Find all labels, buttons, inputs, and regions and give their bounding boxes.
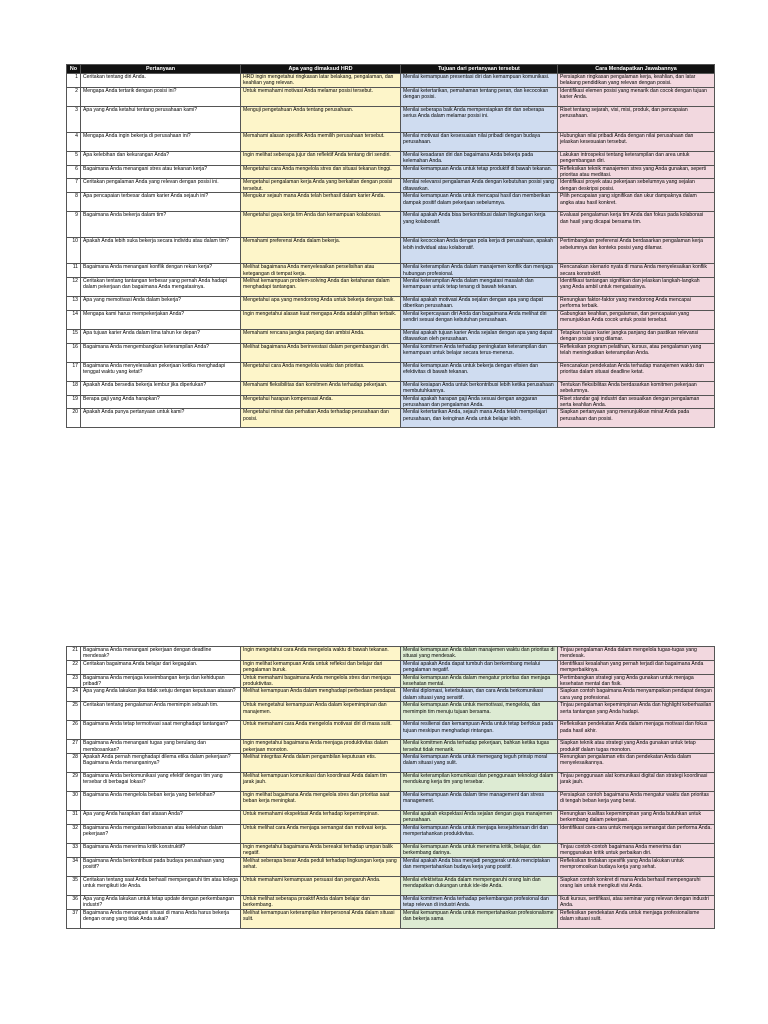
table-row	[67, 238, 715, 264]
question-cell: Bagaimana Anda menjaga keseimbangan kerja dan kehidupan pribadi?	[81, 674, 241, 688]
table-row	[67, 212, 715, 238]
table-row	[67, 74, 715, 88]
table-row	[67, 740, 715, 754]
hrd-meaning-cell: Melihat seberapa besar Anda peduli terhadap lingkungan kerja yang sehat.	[241, 857, 401, 876]
table-row	[67, 132, 715, 151]
hrd-meaning-cell: Memahami rencana jangka panjang dan ambisi Anda.	[241, 329, 401, 343]
question-cell: Bagaimana Anda berkontribusi pada budaya perusahaan yang positif?	[81, 857, 241, 876]
table-row	[67, 395, 715, 409]
hrd-meaning-cell: Untuk memahami bagaimana Anda mengelola stres dan menjaga produktivitas.	[241, 674, 401, 688]
question-cell: Mengapa Anda tertarik dengan posisi ini?	[81, 87, 241, 106]
row-number: 12	[67, 278, 81, 297]
answer-method-cell: Rencanakan skenario nyata di mana Anda menyelesaikan konflik secara konstruktif.	[558, 264, 715, 278]
hrd-meaning-cell: Mengetahui minat dan perhatian Anda terhadap perusahaan dan posisi.	[241, 409, 401, 428]
row-number: 8	[67, 193, 81, 212]
hrd-meaning-cell: Melihat kemampuan problem-solving Anda dan ketahanan dalam menghadapi tantangan.	[241, 278, 401, 297]
row-number: 13	[67, 297, 81, 311]
purpose-cell: Menilai kemampuan Anda untuk tetap produktif di bawah tekanan.	[401, 165, 558, 179]
answer-method-cell: Riset standar gaji industri dan sesuaikan dengan pengalaman serta keahlian Anda.	[558, 395, 715, 409]
hrd-meaning-cell: Mengetahui cara Anda mengelola stres dan situasi tekanan tinggi.	[241, 165, 401, 179]
purpose-cell: Menilai apakah Anda dapat tumbuh dan berkembang melalui pengalaman negatif.	[401, 660, 558, 674]
answer-method-cell: Siapkan pertanyaan yang menunjukkan minat Anda pada perusahaan dan posisi.	[558, 409, 715, 428]
row-number: 34	[67, 857, 81, 876]
answer-method-cell: Tinjau pengalaman kepemimpinan Anda dan highlight keberhasilan serta tantangan yang Anda hadapi.	[558, 702, 715, 721]
purpose-cell: Menilai apakah harapan gaji Anda sesuai dengan anggaran perusahaan dan pengalaman Anda.	[401, 395, 558, 409]
hrd-meaning-cell: Ingin melihat seberapa jujur dan reflektif Anda tentang diri sendiri.	[241, 151, 401, 165]
answer-method-cell: Renungkan pengalaman etis dan pendekatan Anda dalam menyelesaikannya.	[558, 754, 715, 773]
purpose-cell: Menilai apakah Anda bisa menjadi penggerak untuk menciptakan dan mempertahankan budaya kerja yang positif.	[401, 857, 558, 876]
question-cell: Apa yang Anda lakukan jika tidak setuju dengan keputusan atasan?	[81, 688, 241, 702]
answer-method-cell: Persiapkan ringkasan pengalaman kerja, keahlian, dan latar belakang pendidikan yang relevan dengan posisi.	[558, 74, 715, 88]
row-number: 11	[67, 264, 81, 278]
table-row	[67, 792, 715, 811]
hrd-meaning-cell: Ingin mengetahui cara Anda mengelola waktu di bawah tekanan.	[241, 647, 401, 661]
answer-method-cell: Identifikasi proyek atau pekerjaan sebelumnya yang sejalan dengan deskripsi posisi.	[558, 179, 715, 193]
question-cell: Apa yang Anda harapkan dari atasan Anda?	[81, 811, 241, 825]
purpose-cell: Menilai kemampuan Anda untuk mencapai hasil dan memberikan dampak positif dalam pekerjaan sebelumnya.	[401, 193, 558, 212]
purpose-cell: Menilai kemampuan Anda dalam mengatur prioritas dan menjaga kesehatan mental.	[401, 674, 558, 688]
question-cell: Bagaimana Anda menangani stres atau tekanan kerja?	[81, 165, 241, 179]
question-cell: Bagaimana Anda menyelesaikan pekerjaan ketika menghadapi tenggat waktu yang ketat?	[81, 362, 241, 381]
purpose-cell: Menilai kecocokan Anda dengan pola kerja di perusahaan, apakah lebih individual atau kolaboratif.	[401, 238, 558, 264]
answer-method-cell: Identifikasi kesalahan yang pernah terjadi dan bagaimana Anda memperbaikinya.	[558, 660, 715, 674]
answer-method-cell: Refleksikan tindakan spesifik yang Anda lakukan untuk mempromosikan budaya kerja yang sehat.	[558, 857, 715, 876]
row-number: 9	[67, 212, 81, 238]
table-body-part-1	[67, 74, 715, 428]
answer-method-cell: Siapkan teknik atau strategi yang Anda gunakan untuk tetap produktif dalam tugas monoton.	[558, 740, 715, 754]
row-number: 23	[67, 674, 81, 688]
table-row	[67, 721, 715, 740]
hrd-meaning-cell: Menguji pengetahuan Anda tentang perusahaan.	[241, 106, 401, 132]
answer-method-cell: Identifikasi elemen posisi yang menarik dan cocok dengan tujuan karier Anda.	[558, 87, 715, 106]
purpose-cell: Menilai kesiapan Anda untuk berkontribusi lebih ketika perusahaan membutuhkannya.	[401, 381, 558, 395]
interview-table-part-1	[66, 64, 715, 428]
answer-method-cell: Identifikasi tantangan signifikan dan jelaskan langkah-langkah yang Anda ambil untuk mengatasinya.	[558, 278, 715, 297]
answer-method-cell: Refleksikan pendekatan Anda dalam menjaga motivasi dan fokus pada hasil akhir.	[558, 721, 715, 740]
table-row	[67, 165, 715, 179]
answer-method-cell: Ikuti kursus, sertifikasi, atau seminar yang relevan dengan industri Anda.	[558, 895, 715, 909]
row-number: 15	[67, 329, 81, 343]
answer-method-cell: Tentukan fleksibilitas Anda berdasarkan komitmen pekerjaan sebelumnya.	[558, 381, 715, 395]
question-cell: Apa yang Anda lakukan untuk tetap update dengan perkembangan industri?	[81, 895, 241, 909]
purpose-cell: Menilai relevansi pengalaman Anda dengan kebutuhan posisi yang ditawarkan.	[401, 179, 558, 193]
row-number: 2	[67, 87, 81, 106]
row-number: 16	[67, 343, 81, 362]
row-number: 30	[67, 792, 81, 811]
answer-method-cell: Pertimbangkan preferensi Anda berdasarkan pengalaman kerja sebelumnya dan konteks posisi yang dilamar.	[558, 238, 715, 264]
answer-method-cell: Gabungkan keahlian, pengalaman, dan pencapaian yang menunjukkan Anda cocok untuk posisi tersebut.	[558, 310, 715, 329]
row-number: 17	[67, 362, 81, 381]
hrd-meaning-cell: Mengukur sejauh mana Anda telah berhasil dalam karier Anda.	[241, 193, 401, 212]
purpose-cell: Menilai kemampuan Anda untuk menerima kritik, belajar, dan berkembang darinya.	[401, 843, 558, 857]
row-number: 26	[67, 721, 81, 740]
question-cell: Apakah Anda bersedia bekerja lembur jika diperlukan?	[81, 381, 241, 395]
row-number: 27	[67, 740, 81, 754]
purpose-cell: Menilai kepercayaan diri Anda dan bagaimana Anda melihat diri sendiri sesuai dengan kebutuhan perusahaan.	[401, 310, 558, 329]
hrd-meaning-cell: Untuk mengetahui kemampuan Anda dalam kepemimpinan dan manajemen.	[241, 702, 401, 721]
answer-method-cell: Tinjau contoh-contoh bagaimana Anda menerima dan menggunakan kritik untuk perbaikan diri.	[558, 843, 715, 857]
table-row	[67, 857, 715, 876]
purpose-cell: Menilai kemampuan Anda untuk bekerja dengan efisien dan efektivitas di bawah tekanan.	[401, 362, 558, 381]
hrd-meaning-cell: Untuk melihat cara Anda menjaga semangat dan motivasi kerja.	[241, 824, 401, 843]
question-cell: Bagaimana Anda mengatasi kebosanan atau kelelahan dalam pekerjaan?	[81, 824, 241, 843]
row-number: 1	[67, 74, 81, 88]
purpose-cell: Menilai kemampuan Anda untuk memotivasi, mengelola, dan memimpin tim menuju tujuan bersama.	[401, 702, 558, 721]
row-number: 29	[67, 773, 81, 792]
purpose-cell: Menilai diplomasi, keterbukaan, dan cara Anda berkomunikasi dalam situasi yang sensitif.	[401, 688, 558, 702]
table-row	[67, 702, 715, 721]
question-cell: Bagaimana Anda berkomunikasi yang efektif dengan tim yang tersebar di berbagai lokasi?	[81, 773, 241, 792]
purpose-cell: Menilai motivasi dan kesesuaian nilai pribadi dengan budaya perusahaan.	[401, 132, 558, 151]
table-row	[67, 895, 715, 909]
hrd-meaning-cell: Melihat kemampuan keterampilan interpersonal Anda dalam situasi sulit.	[241, 909, 401, 928]
question-cell: Apakah Anda punya pertanyaan untuk kami?	[81, 409, 241, 428]
row-number: 37	[67, 909, 81, 928]
header-no: No	[67, 65, 81, 74]
hrd-meaning-cell: Melihat integritas Anda dalam pengambilan keputusan etis.	[241, 754, 401, 773]
table-row	[67, 876, 715, 895]
question-cell: Ceritakan tentang tantangan terbesar yang pernah Anda hadapi dalam pekerjaan dan bagaimana Anda mengatasinya.	[81, 278, 241, 297]
purpose-cell: Menilai keterampilan komunikasi dan penggunaan teknologi dalam mendukung kerja tim yang tersebar.	[401, 773, 558, 792]
purpose-cell: Menilai efektivitas Anda dalam mempengaruhi orang lain dan mendapatkan dukungan untuk ide-ide Anda.	[401, 876, 558, 895]
table-row	[67, 278, 715, 297]
hrd-meaning-cell: Mengetahui cara Anda mengelola waktu dan prioritas.	[241, 362, 401, 381]
purpose-cell: Menilai kesadaran diri dan bagaimana Anda bekerja pada kelemahan Anda.	[401, 151, 558, 165]
hrd-meaning-cell: Melihat kemampuan komunikasi dan koordinasi Anda dalam tim jarak jauh.	[241, 773, 401, 792]
question-cell: Apa yang Anda ketahui tentang perusahaan kami?	[81, 106, 241, 132]
table-row	[67, 151, 715, 165]
row-number: 35	[67, 876, 81, 895]
header-pertanyaan: Pertanyaan	[81, 65, 241, 74]
row-number: 33	[67, 843, 81, 857]
hrd-meaning-cell: Mengetahui gaya kerja tim Anda dan kemampuan kolaborasi.	[241, 212, 401, 238]
row-number: 19	[67, 395, 81, 409]
table-row	[67, 381, 715, 395]
purpose-cell: Menilai komitmen Anda terhadap perkembangan profesional dan tetap relevan di industri Anda.	[401, 895, 558, 909]
row-number: 5	[67, 151, 81, 165]
question-cell: Apakah Anda lebih suka bekerja secara individu atau dalam tim?	[81, 238, 241, 264]
table-header-row	[67, 65, 715, 74]
answer-method-cell: Hubungkan nilai pribadi Anda dengan nilai perusahaan dan jelaskan kesesuaian tersebut.	[558, 132, 715, 151]
answer-method-cell: Lakukan introspeksi tentang keterampilan dan area untuk pengembangan diri.	[558, 151, 715, 165]
table-row	[67, 688, 715, 702]
table-row	[67, 647, 715, 661]
row-number: 6	[67, 165, 81, 179]
answer-method-cell: Persiapkan contoh bagaimana Anda mengatur waktu dan prioritas di tengah beban kerja yang berat.	[558, 792, 715, 811]
question-cell: Bagaimana Anda menangani situasi di mana Anda harus bekerja dengan orang yang tidak Anda sukai?	[81, 909, 241, 928]
purpose-cell: Menilai komitmen Anda terhadap pekerjaan, bahkan ketika tugas tersebut tidak menarik.	[401, 740, 558, 754]
question-cell: Mengapa Anda ingin bekerja di perusahaan ini?	[81, 132, 241, 151]
row-number: 18	[67, 381, 81, 395]
hrd-meaning-cell: Mengetahui apa yang mendorong Anda untuk bekerja dengan baik.	[241, 297, 401, 311]
purpose-cell: Menilai apakah Anda bisa berkontribusi dalam lingkungan kerja yang kolaboratif.	[401, 212, 558, 238]
interview-table-part-2	[66, 646, 715, 929]
answer-method-cell: Renungkan kualitas kepemimpinan yang Anda butuhkan untuk berkembang dalam pekerjaan.	[558, 811, 715, 825]
answer-method-cell: Siapkan contoh bagaimana Anda menyampaikan pendapat dengan cara yang profesional.	[558, 688, 715, 702]
answer-method-cell: Renungkan faktor-faktor yang mendorong Anda mencapai performa terbaik.	[558, 297, 715, 311]
hrd-meaning-cell: Memahami preferensi Anda dalam bekerja.	[241, 238, 401, 264]
question-cell: Apa kelebihan dan kekurangan Anda?	[81, 151, 241, 165]
purpose-cell: Menilai kemampuan presentasi diri dan kemampuan komunikasi.	[401, 74, 558, 88]
table-row	[67, 343, 715, 362]
table-row	[67, 329, 715, 343]
question-cell: Ceritakan pengalaman Anda yang relevan dengan posisi ini.	[81, 179, 241, 193]
question-cell: Mengapa kami harus mempekerjakan Anda?	[81, 310, 241, 329]
table-row	[67, 811, 715, 825]
purpose-cell: Menilai apakah tujuan karier Anda sejalan dengan apa yang dapat ditawarkan oleh perusahaan.	[401, 329, 558, 343]
header-tujuan: Tujuan dari pertanyaan tersebut	[401, 65, 558, 74]
answer-method-cell: Siapkan contoh konkret di mana Anda berhasil mempengaruhi orang lain untuk mengikuti visi Anda.	[558, 876, 715, 895]
hrd-meaning-cell: Ingin mengetahui alasan kuat mengapa Anda adalah pilihan terbaik.	[241, 310, 401, 329]
table-row	[67, 754, 715, 773]
table-row	[67, 674, 715, 688]
purpose-cell: Menilai ketertarikan Anda, sejauh mana Anda telah mempelajari perusahaan, dan keinginan Anda untuk belajar lebih.	[401, 409, 558, 428]
row-number: 20	[67, 409, 81, 428]
purpose-cell: Menilai kemampuan Anda untuk mempertahankan profesionalisme dan bekerja sama	[401, 909, 558, 928]
answer-method-cell: Pilih pencapaian yang signifikan dan ukur dampaknya dalam angka atau hasil konkret.	[558, 193, 715, 212]
purpose-cell: Menilai komitmen Anda terhadap peningkatan keterampilan dan kemampuan untuk belajar secara terus-menerus.	[401, 343, 558, 362]
table-row	[67, 297, 715, 311]
table-body-part-2	[67, 647, 715, 929]
answer-method-cell: Rencanakan pendekatan Anda terhadap manajemen waktu dan prioritas dalam situasi deadline ketat.	[558, 362, 715, 381]
hrd-meaning-cell: Ingin mengetahui bagaimana Anda bereaksi terhadap umpan balik negatif.	[241, 843, 401, 857]
hrd-meaning-cell: Untuk memahami cara Anda mengelola motivasi diri di masa sulit.	[241, 721, 401, 740]
purpose-cell: Menilai seberapa baik Anda mempersiapkan diri dan seberapa serius Anda dalam melamar posisi ini.	[401, 106, 558, 132]
purpose-cell: Menilai kemampuan Anda untuk menjaga kesejahteraan diri dan mempertahankan produktivitas.	[401, 824, 558, 843]
purpose-cell: Menilai kemampuan Anda dalam time management dan stress management.	[401, 792, 558, 811]
answer-method-cell: Pertimbangkan strategi yang Anda gunakan untuk menjaga kesehatan mental dan fisik.	[558, 674, 715, 688]
hrd-meaning-cell: Melihat bagaimana Anda berinvestasi dalam pengembangan diri.	[241, 343, 401, 362]
row-number: 14	[67, 310, 81, 329]
purpose-cell: Menilai kemampuan Anda untuk memegang teguh prinsip moral dalam situasi yang sulit.	[401, 754, 558, 773]
row-number: 36	[67, 895, 81, 909]
row-number: 21	[67, 647, 81, 661]
purpose-cell: Menilai kemampuan Anda dalam manajemen waktu dan prioritas di situasi yang mendesak.	[401, 647, 558, 661]
hrd-meaning-cell: Melihat bagaimana Anda menyelesaikan perselisihan atau ketegangan di tempat kerja.	[241, 264, 401, 278]
question-cell: Bagaimana Anda menangani konflik dengan rekan kerja?	[81, 264, 241, 278]
hrd-meaning-cell: Memahami fleksibilitas dan komitmen Anda terhadap pekerjaan.	[241, 381, 401, 395]
table-row	[67, 824, 715, 843]
question-cell: Bagaimana Anda mengembangkan keterampilan Anda?	[81, 343, 241, 362]
table-row	[67, 660, 715, 674]
header-apa-yang-dimaksud-hrd: Apa yang dimaksud HRD	[241, 65, 401, 74]
question-cell: Ceritakan bagaimana Anda belajar dari kegagalan.	[81, 660, 241, 674]
answer-method-cell: Tinjau pengalaman Anda dalam mengelola tugas-tugas yang mendesak.	[558, 647, 715, 661]
answer-method-cell: Riset tentang sejarah, visi, misi, produk, dan pencapaian perusahaan.	[558, 106, 715, 132]
purpose-cell: Menilai ketertarikan, pemahaman tentang peran, dan kecocokan dengan posisi.	[401, 87, 558, 106]
question-cell: Bagaimana Anda tetap termotivasi saat menghadapi tantangan?	[81, 721, 241, 740]
question-cell: Bagaimana Anda menangani pekerjaan dengan deadline mendesak?	[81, 647, 241, 661]
table-row	[67, 193, 715, 212]
purpose-cell: Menilai keterampilan Anda dalam manajemen konflik dan menjaga hubungan profesional.	[401, 264, 558, 278]
hrd-meaning-cell: Ingin melihat bagaimana Anda mengelola stres dan prioritas saat beban kerja meningkat.	[241, 792, 401, 811]
hrd-meaning-cell: Untuk memahami motivasi Anda melamar posisi tersebut.	[241, 87, 401, 106]
answer-method-cell: Refleksikan program pelatihan, kursus, atau pengalaman yang telah meningkatkan keterampilan Anda.	[558, 343, 715, 362]
row-number: 32	[67, 824, 81, 843]
answer-method-cell: Refleksikan teknik manajemen stres yang Anda gunakan, seperti prioritas atau meditasi.	[558, 165, 715, 179]
hrd-meaning-cell: Untuk memahami ekspektasi Anda terhadap kepemimpinan.	[241, 811, 401, 825]
answer-method-cell: Identifikasi cara-cara untuk menjaga semangat dan performa Anda.	[558, 824, 715, 843]
answer-method-cell: Tetapkan tujuan karier jangka panjang dan pastikan relevansi dengan posisi yang dilamar.	[558, 329, 715, 343]
table-row	[67, 843, 715, 857]
table-row	[67, 264, 715, 278]
row-number: 28	[67, 754, 81, 773]
question-cell: Bagaimana Anda menangani tugas yang berulang dan membosankan?	[81, 740, 241, 754]
purpose-cell: Menilai resiliensi dan kemampuan Anda untuk tetap berfokus pada tujuan meskipun menghadapi rintangan.	[401, 721, 558, 740]
purpose-cell: Menilai apakah motivasi Anda sejalan dengan apa yang dapat diberikan perusahaan.	[401, 297, 558, 311]
row-number: 24	[67, 688, 81, 702]
table-row	[67, 106, 715, 132]
question-cell: Ceritakan tentang pengalaman Anda memimpin sebuah tim.	[81, 702, 241, 721]
hrd-meaning-cell: Ingin mengetahui bagaimana Anda menjaga produktivitas dalam pekerjaan monoton.	[241, 740, 401, 754]
table-row	[67, 362, 715, 381]
hrd-meaning-cell: Melihat kemampuan Anda dalam menghadapi perbedaan pendapat.	[241, 688, 401, 702]
row-number: 7	[67, 179, 81, 193]
question-cell: Ceritakan tentang diri Anda.	[81, 74, 241, 88]
table-row	[67, 87, 715, 106]
purpose-cell: Menilai apakah ekspektasi Anda sejalan dengan gaya manajemen perusahaan.	[401, 811, 558, 825]
row-number: 3	[67, 106, 81, 132]
question-cell: Bagaimana Anda mengelola beban kerja yang berlebihan?	[81, 792, 241, 811]
row-number: 25	[67, 702, 81, 721]
row-number: 4	[67, 132, 81, 151]
answer-method-cell: Refleksikan pendekatan Anda untuk menjaga profesionalisme dalam situasi sulit.	[558, 909, 715, 928]
table-row	[67, 773, 715, 792]
question-cell: Berapa gaji yang Anda harapkan?	[81, 395, 241, 409]
header-cara: Cara Mendapatkan Jawabannya	[558, 65, 715, 74]
table-row	[67, 909, 715, 928]
hrd-meaning-cell: Ingin melihat kemampuan Anda untuk refleksi dan belajar dari pengalaman buruk.	[241, 660, 401, 674]
question-cell: Ceritakan tentang saat Anda berhasil mempengaruhi tim atau kolega untuk mengikuti ide Anda.	[81, 876, 241, 895]
hrd-meaning-cell: Memahami alasan spesifik Anda memilih perusahaan tersebut.	[241, 132, 401, 151]
answer-method-cell: Tinjau penggunaan alat komunikasi digital dan strategi koordinasi jarak jauh.	[558, 773, 715, 792]
question-cell: Bagaimana Anda bekerja dalam tim?	[81, 212, 241, 238]
table-row	[67, 409, 715, 428]
hrd-meaning-cell: Untuk memahami kemampuan persuasi dan pengaruh Anda.	[241, 876, 401, 895]
hrd-meaning-cell: Mengetahui harapan kompensasi Anda.	[241, 395, 401, 409]
hrd-meaning-cell: Mengetahui pengalaman kerja Anda yang berkaitan dengan posisi tersebut.	[241, 179, 401, 193]
table-row	[67, 179, 715, 193]
question-cell: Apa pencapaian terbesar dalam karier Anda sejauh ini?	[81, 193, 241, 212]
purpose-cell: Menilai keterampilan Anda dalam mengatasi masalah dan kemampuan untuk tetap tenang di bawah tekanan.	[401, 278, 558, 297]
question-cell: Bagaimana Anda menerima kritik konstruktif?	[81, 843, 241, 857]
row-number: 22	[67, 660, 81, 674]
table-row	[67, 310, 715, 329]
row-number: 31	[67, 811, 81, 825]
hrd-meaning-cell: Untuk melihat seberapa proaktif Anda dalam belajar dan berkembang.	[241, 895, 401, 909]
hrd-meaning-cell: HRD ingin mengetahui ringkasan latar belakang, pengalaman, dan keahlian yang relevan.	[241, 74, 401, 88]
question-cell: Apa yang memotivasi Anda dalam bekerja?	[81, 297, 241, 311]
question-cell: Apakah Anda pernah menghadapi dilema etika dalam pekerjaan? Bagaimana Anda menanganinya?	[81, 754, 241, 773]
row-number: 10	[67, 238, 81, 264]
answer-method-cell: Evaluasi pengalaman kerja tim Anda dan fokus pada kolaborasi dan hasil yang dicapai bersama tim.	[558, 212, 715, 238]
question-cell: Apa tujuan karier Anda dalam lima tahun ke depan?	[81, 329, 241, 343]
